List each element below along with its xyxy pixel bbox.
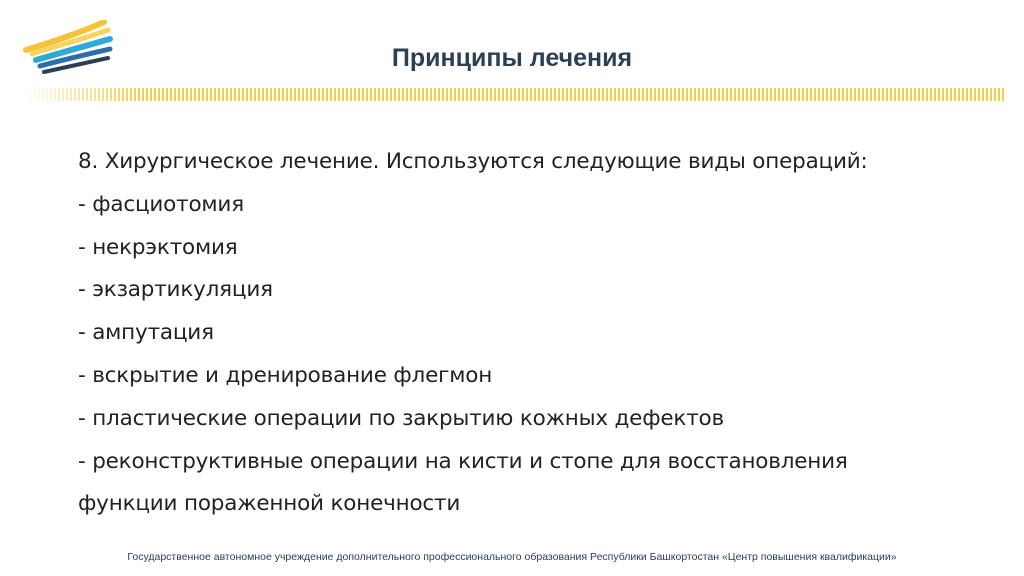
- slide-body: [78, 141, 978, 526]
- header-divider-fade: [22, 88, 142, 101]
- footer-institution: Государственное автономное учреждение дополнительного профессионального образования Республики Башкортостан «Центр повышения квалификации»: [127, 551, 897, 563]
- body-line-fasciotomy: - фасциотомия: [78, 191, 244, 217]
- body-line-limb-function: функции пораженной конечности: [78, 491, 461, 517]
- body-line-intro: 8. Хирургическое лечение. Используются следующие виды операций:: [78, 149, 868, 174]
- body-line-necrectomy: - некрэктомия: [78, 234, 238, 260]
- body-line-amputation: - ампутация: [78, 320, 214, 346]
- body-line-plastic-surgery: - пластические операции по закрытию кожных дефектов: [78, 405, 724, 431]
- body-line-reconstructive: - реконструктивные операции на кисти и стопе для восстановления: [78, 448, 848, 474]
- body-line-exarticulation: - экзартикуляция: [78, 277, 273, 303]
- slide-title: Принципы лечения: [391, 44, 633, 72]
- body-line-phlegmon-drainage: - вскрытие и дренирование флегмон: [78, 362, 493, 388]
- header-divider: [22, 88, 1004, 101]
